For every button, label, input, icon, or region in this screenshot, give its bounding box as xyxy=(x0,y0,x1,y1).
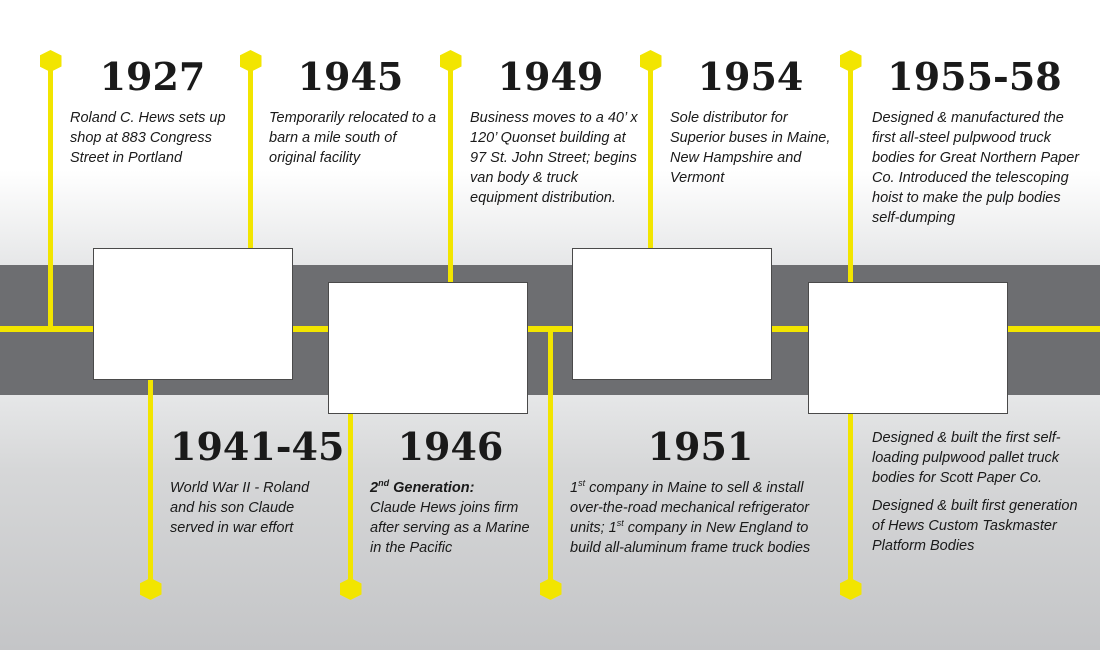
desc-1954-text: Sole distributor for Superior buses in Maine, New Hampshire and Vermont xyxy=(670,110,831,186)
desc-1950s xyxy=(872,428,1087,556)
year-1955-58: 1955-58 xyxy=(887,54,1062,99)
desc-1951-part3: company in New England to build all-aluminum frame truck bodies xyxy=(570,520,811,556)
pole-1950s xyxy=(848,410,853,590)
photo-frame-4 xyxy=(808,282,1008,414)
generation-suffix: nd xyxy=(378,478,390,489)
desc-1951-part1: 1 xyxy=(570,480,579,496)
desc-1951-text xyxy=(570,478,840,558)
desc-1941-45 xyxy=(170,478,330,538)
photo-frame-3 xyxy=(572,248,772,380)
desc-1946-label xyxy=(370,478,540,498)
desc-1945-text: Temporarily relocated to a barn a mile south of original facility xyxy=(269,110,437,166)
desc-1955-58-text: Designed & manufactured the first all-steel pulpwood truck bodies for Great Northern Paper Co. Introduced the telescoping hoist to make the pulp bodies self-dumping xyxy=(872,110,1080,226)
pole-1954 xyxy=(648,62,653,252)
desc-1951-part2: company in Maine to sell & install over-the-road mechanical refrigerator units; 1 xyxy=(570,480,810,536)
year-1951: 1951 xyxy=(647,424,754,469)
generation-word: Generation xyxy=(389,480,470,496)
pole-1941 xyxy=(148,376,153,590)
desc-1951-sup1: st xyxy=(578,478,586,489)
desc-1945 xyxy=(269,108,439,168)
desc-1927-text: Roland C. Hews sets up shop at 883 Congress Street in Portland xyxy=(70,110,226,166)
desc-1946-text: Claude Hews joins firm after serving as a Marine in the Pacific xyxy=(370,500,530,556)
photo-frame-1 xyxy=(93,248,293,380)
year-1945: 1945 xyxy=(297,54,404,99)
year-1949: 1949 xyxy=(497,54,604,99)
desc-1950s-text1: Designed & built the first self-loading pulpwood pallet truck bodies for Scott Paper Co. xyxy=(872,430,1061,486)
year-1927: 1927 xyxy=(99,54,206,99)
pole-1945 xyxy=(248,62,253,252)
pole-1951 xyxy=(548,330,553,590)
generation-number: 2 xyxy=(370,480,379,496)
desc-1954 xyxy=(670,108,835,188)
pole-1946 xyxy=(348,410,353,590)
generation-colon: : xyxy=(469,480,475,496)
desc-1927 xyxy=(70,108,240,168)
desc-1949-text: Business moves to a 40’ x 120’ Quonset building at 97 St. John Street; begins van body & truck equipment distribution. xyxy=(470,110,638,206)
desc-1941-45-text: World War II - Roland and his son Claude served in war effort xyxy=(170,480,310,536)
year-1941-45: 1941-45 xyxy=(170,424,345,469)
photo-frame-2 xyxy=(328,282,528,414)
year-1954: 1954 xyxy=(697,54,804,99)
desc-1955-58 xyxy=(872,108,1087,228)
desc-1949 xyxy=(470,108,642,208)
desc-1951 xyxy=(570,478,840,558)
desc-1950s-text2: Designed & built first generation of Hews Custom Taskmaster Platform Bodies xyxy=(872,498,1078,554)
pole-1955 xyxy=(848,62,853,286)
desc-1946 xyxy=(370,478,540,558)
desc-1951-sup2: st xyxy=(616,518,624,529)
pole-1949 xyxy=(448,62,453,286)
year-1946: 1946 xyxy=(397,424,504,469)
pole-1927 xyxy=(48,62,53,330)
